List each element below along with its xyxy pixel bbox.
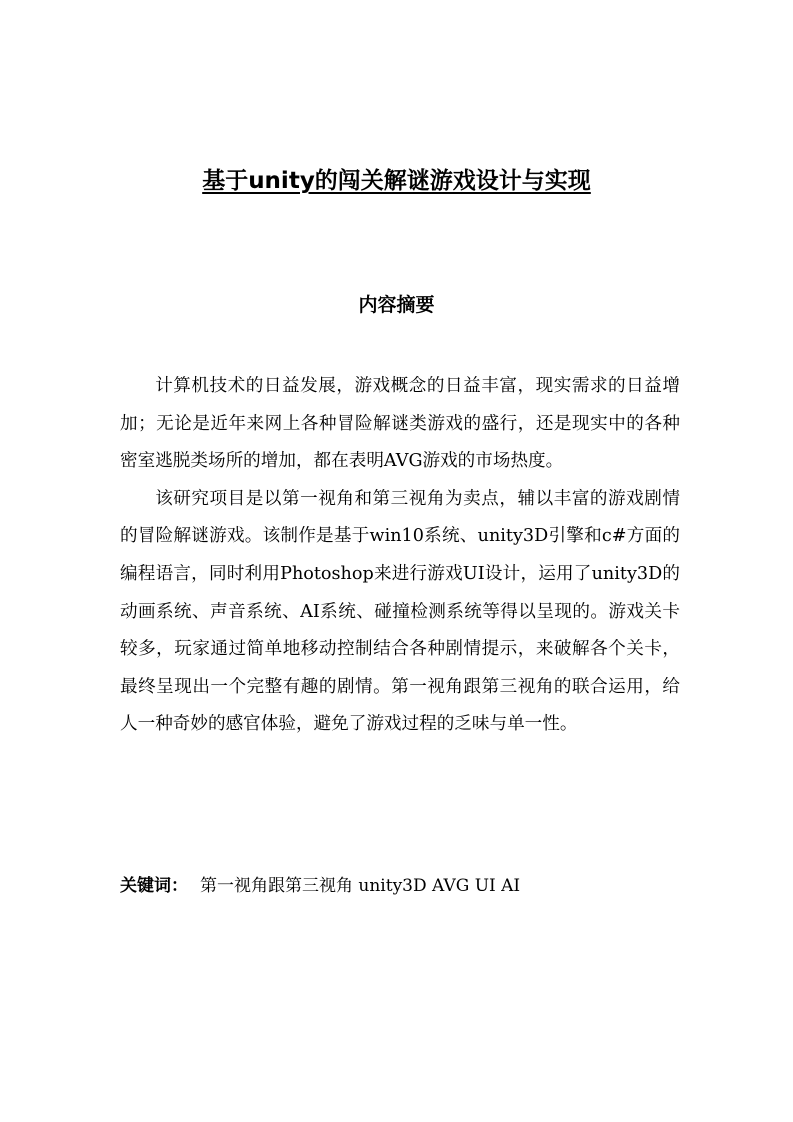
abstract-heading: 内容摘要: [358, 294, 435, 316]
abstract-paragraph-1: 计算机技术的日益发展，游戏概念的日益丰富，现实需求的日益增加；无论是近年来网上各种冒险解谜类游戏的盛行，还是现实中的各种密室逃脱类场所的增加，都在表明AVG游戏的市场热度。: [120, 376, 680, 472]
document-title: 基于unity的闯关解谜游戏设计与实现: [202, 168, 591, 194]
keywords-line: [120, 873, 680, 899]
abstract-paragraph-2: 该研究项目是以第一视角和第三视角为卖点，辅以丰富的游戏剧情的冒险解谜游戏。该制作是基于win10系统、unity3D引擎和c#方面的编程语言，同时利用Photoshop来进行游戏UI设计，运用了unity3D的动画系统、声音系统、AI系统、碰撞检测系统等得以呈现的。游戏关卡较多，玩家通过简单地移动控制结合各种剧情提示，来破解各个关卡，最终呈现出一个完整有趣的剧情。第一视角跟第三视角的联合运用，给人一种奇妙的感官体验，避免了游戏过程的乏味与单一性。: [120, 488, 680, 735]
abstract-body: [120, 368, 680, 744]
keywords-value: 第一视角跟第三视角 unity3D AVG UI AI: [200, 876, 521, 896]
keywords-label: 关键词：: [120, 876, 188, 896]
